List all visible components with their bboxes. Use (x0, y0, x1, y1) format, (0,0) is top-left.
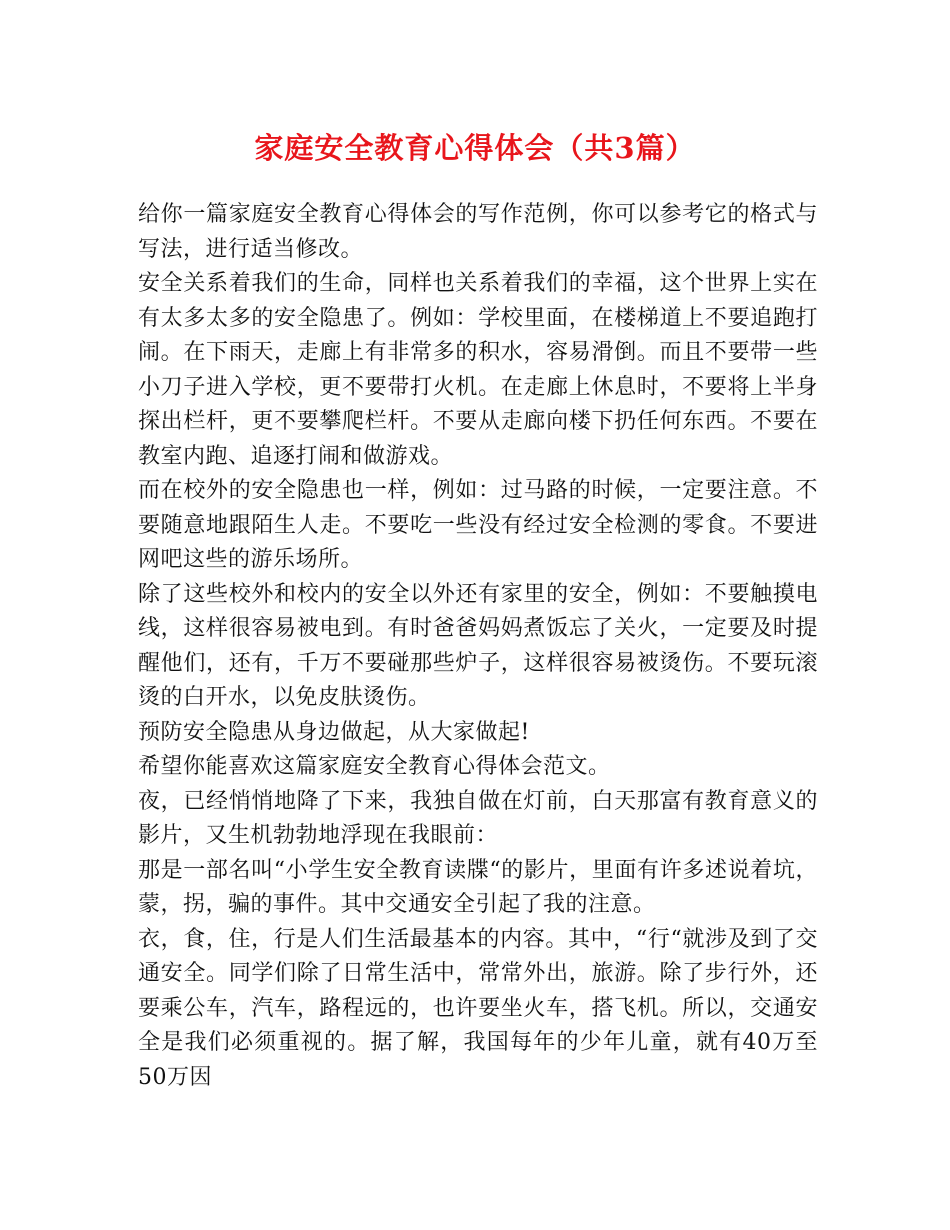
paragraph: 那是一部名叫“小学生安全教育读牒“的影片，里面有许多述说着坑，蒙，拐，骗的事件。其中交通安全引起了我的注意。 (138, 857, 818, 917)
paragraph: 夜，已经悄悄地降了下来，我独自做在灯前，白天那富有教育意义的影片，又生机勃勃地浮现在我眼前： (138, 788, 818, 848)
paragraph: 而在校外的安全隐患也一样，例如：过马路的时候，一定要注意。不要随意地跟陌生人走。不要吃一些没有经过安全检测的零食。不要进网吧这些的游乐场所。 (138, 478, 818, 572)
paragraph: 除了这些校外和校内的安全以外还有家里的安全，例如：不要触摸电线，这样很容易被电到。有时爸爸妈妈煮饭忘了关火，一定要及时提醒他们，还有，千万不要碰那些炉子，这样很容易被烫伤。不要玩滚烫的白开水，以免皮肤烫伤。 (138, 581, 818, 710)
paragraph: 希望你能喜欢这篇家庭安全教育心得体会范文。 (138, 754, 611, 779)
document-title: 家庭安全教育心得体会（共3篇） (254, 131, 696, 165)
paragraph: 安全关系着我们的生命，同样也关系着我们的幸福，这个世界上实在有太多太多的安全隐患了。例如：学校里面，在楼梯道上不要追跑打闹。在下雨天，走廊上有非常多的积水，容易滑倒。而且不要带一些小刀子进入学校，更不要带打火机。在走廊上休息时，不要将上半身探出栏杆，更不要攀爬栏杆。不要从走廊向楼下扔任何东西。不要在教室内跑、追逐打闹和做游戏。 (138, 271, 818, 469)
paragraph: 预防安全隐患从身边做起，从大家做起! (138, 719, 530, 745)
paragraph: 给你一篇家庭安全教育心得体会的写作范例，你可以参考它的格式与写法，进行适当修改。 (138, 202, 818, 262)
document-body (138, 198, 818, 1095)
paragraph: 衣，食，住，行是人们生活最基本的内容。其中，“行“就涉及到了交通安全。同学们除了日常生活中，常常外出，旅游。除了步行外，还要乘公车，汽车，路程远的，也许要坐火车，搭飞机。所以，交通安全是我们必须重视的。据了解，我国每年的少年儿童，就有40万至50万因 (138, 926, 818, 1090)
